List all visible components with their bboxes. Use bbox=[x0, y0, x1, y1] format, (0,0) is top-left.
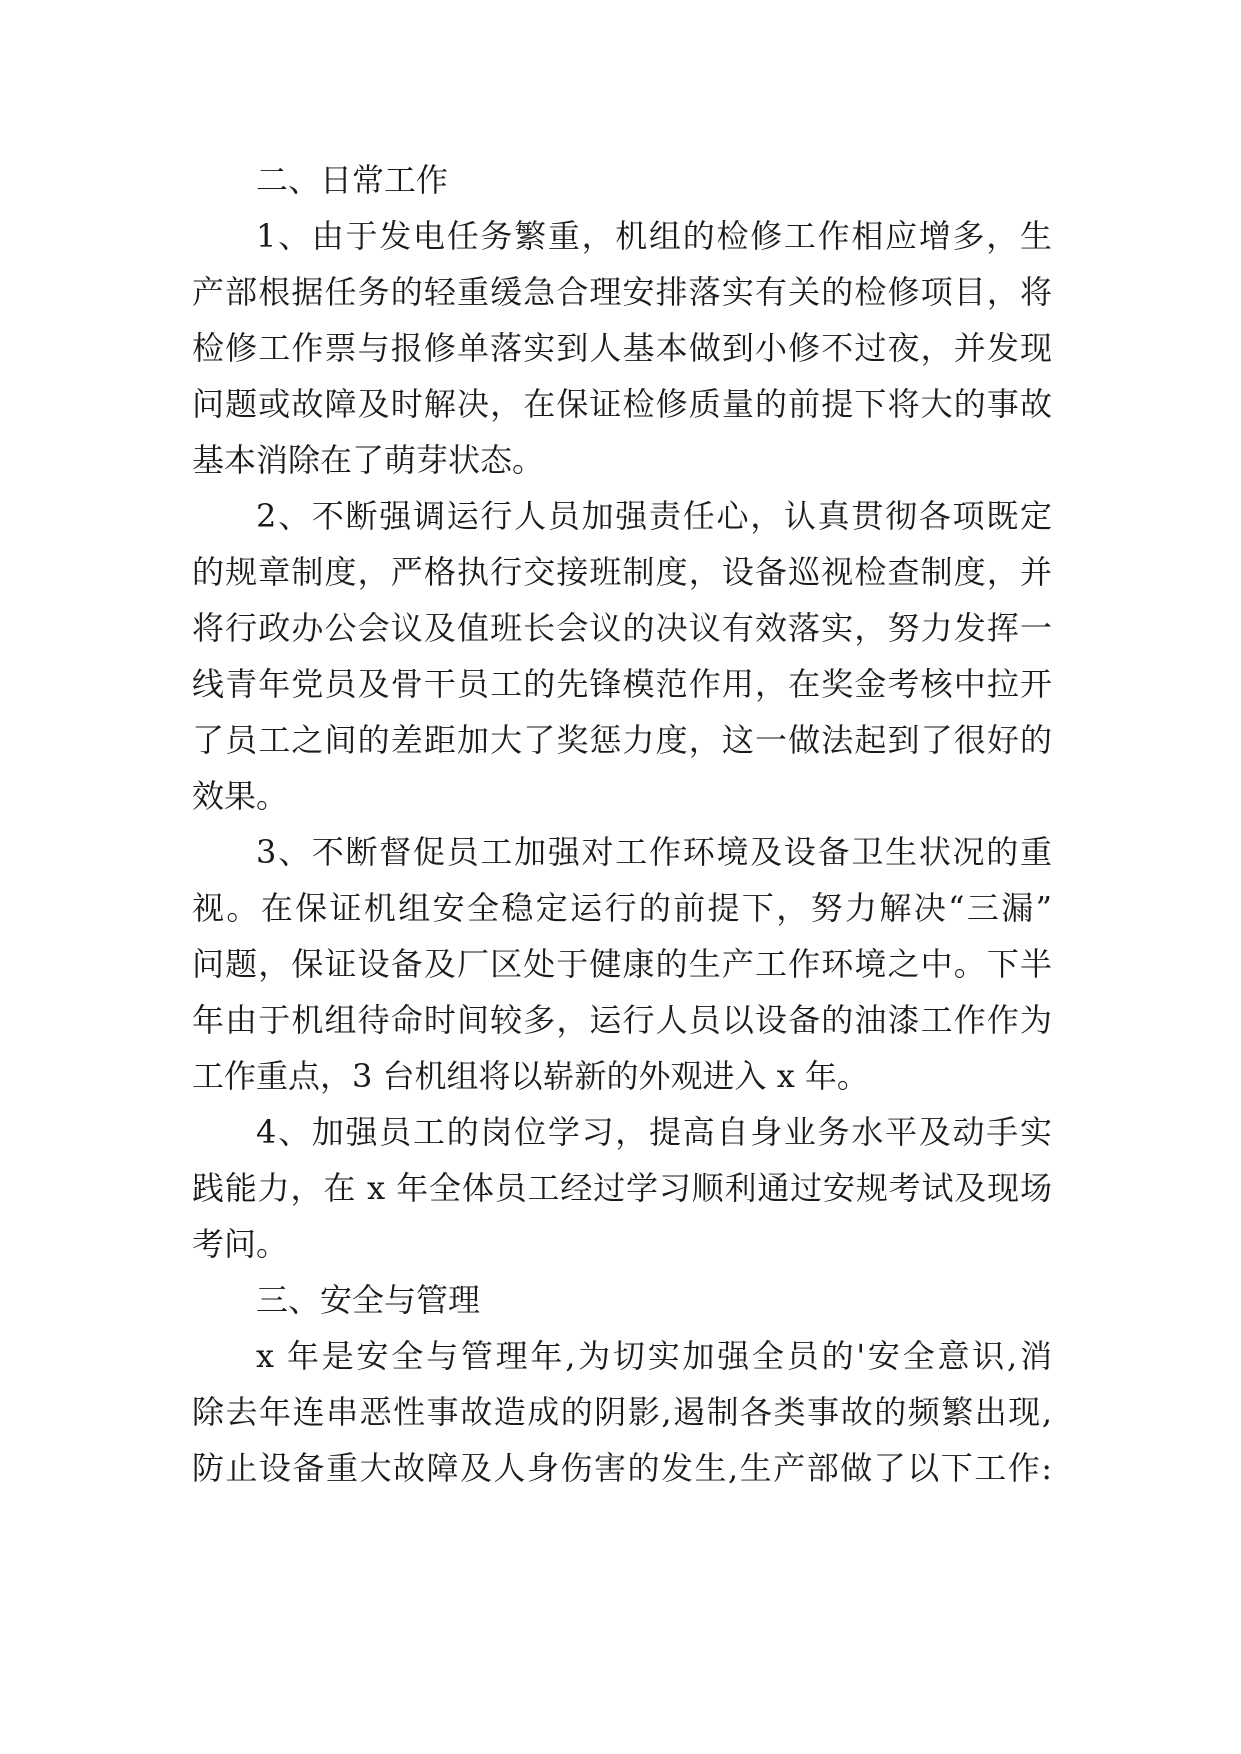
paragraph-line: 4、加强员工的岗位学习，提高自身业务水平及动手实 bbox=[256, 1113, 1052, 1151]
paragraph-line: 除去年连串恶性事故造成的阴影,遏制各类事故的频繁出现, bbox=[192, 1393, 1052, 1431]
paragraph-line: 2、不断强调运行人员加强责任心，认真贯彻各项既定 bbox=[256, 497, 1052, 535]
section-heading: 三、安全与管理 bbox=[256, 1281, 481, 1319]
paragraph-line: 线青年党员及骨干员工的先锋模范作用，在奖金考核中拉开 bbox=[192, 665, 1052, 703]
paragraph-line: 年由于机组待命时间较多，运行人员以设备的油漆工作作为 bbox=[192, 1001, 1052, 1039]
paragraph-line: 3、不断督促员工加强对工作环境及设备卫生状况的重 bbox=[256, 833, 1052, 871]
paragraph-line: 基本消除在了萌芽状态。 bbox=[192, 441, 545, 479]
paragraph-line: 防止设备重大故障及人身伤害的发生,生产部做了以下工作: bbox=[192, 1449, 1052, 1487]
paragraph-line: 工作重点，3 台机组将以崭新的外观进入 x 年。 bbox=[192, 1057, 869, 1095]
paragraph-line: 的规章制度，严格执行交接班制度，设备巡视检查制度，并 bbox=[192, 553, 1052, 591]
paragraph-line: 践能力，在 x 年全体员工经过学习顺利通过安规考试及现场 bbox=[192, 1169, 1052, 1207]
paragraph-line: 问题或故障及时解决，在保证检修质量的前提下将大的事故 bbox=[192, 385, 1052, 423]
paragraph-line: 考问。 bbox=[192, 1225, 289, 1263]
paragraph-line: 问题，保证设备及厂区处于健康的生产工作环境之中。下半 bbox=[192, 945, 1052, 983]
paragraph-line: x 年是安全与管理年,为切实加强全员的'安全意识,消 bbox=[256, 1337, 1052, 1375]
section-heading: 二、日常工作 bbox=[256, 161, 449, 199]
paragraph-line: 检修工作票与报修单落实到人基本做到小修不过夜，并发现 bbox=[192, 329, 1052, 367]
paragraph-line: 1、由于发电任务繁重，机组的检修工作相应增多，生 bbox=[256, 217, 1052, 255]
paragraph-line: 效果。 bbox=[192, 777, 289, 815]
paragraph-line: 了员工之间的差距加大了奖惩力度，这一做法起到了很好的 bbox=[192, 721, 1052, 759]
paragraph-line: 将行政办公会议及值班长会议的决议有效落实，努力发挥一 bbox=[192, 609, 1052, 647]
paragraph-line: 产部根据任务的轻重缓急合理安排落实有关的检修项目，将 bbox=[192, 273, 1052, 311]
paragraph-line: 视。在保证机组安全稳定运行的前提下，努力解决“三漏” bbox=[192, 889, 1052, 927]
